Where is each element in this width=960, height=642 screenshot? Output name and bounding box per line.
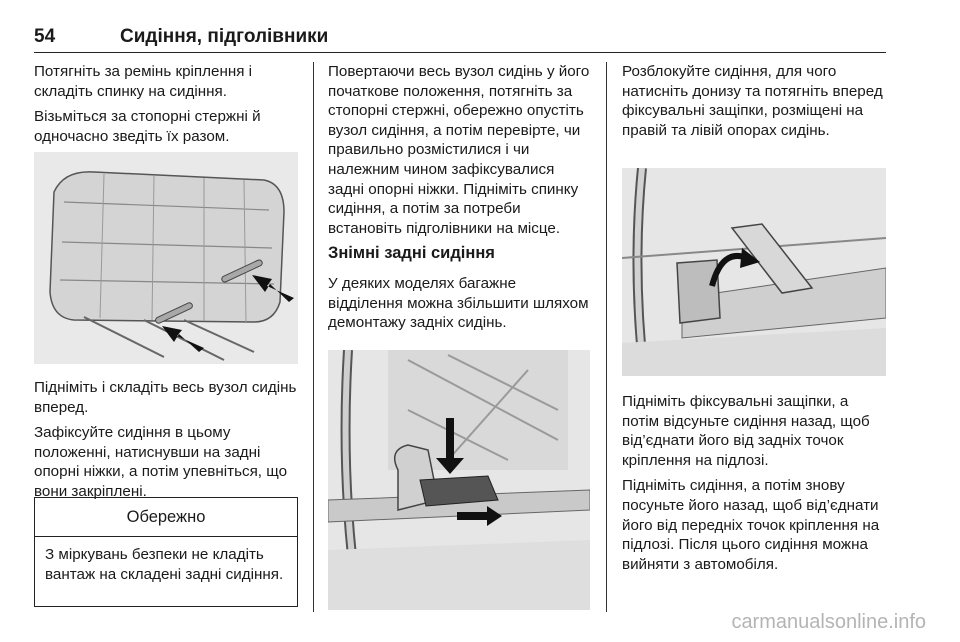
column-left-lower — [34, 378, 298, 508]
column-divider — [606, 62, 607, 612]
warning-text: З міркувань безпеки не кладіть вантаж на складені задні сидіння. — [45, 546, 284, 583]
paragraph: Підніміть фіксувальні защіпки, а потім відсуньте сидіння назад, щоб від’єднати його від задніх точок кріплення на підлозі. — [622, 393, 870, 469]
paragraph: Зафіксуйте сидіння в цьому положенні, натиснувши на задні опорні ніжки, а потім упевніться, що вони закріплені. — [34, 424, 288, 500]
paragraph: Візьміться за стопорні стержні й одночасно зведіть їх разом. — [34, 108, 261, 145]
column-left — [34, 62, 298, 152]
warning-box — [34, 497, 298, 607]
column-divider — [313, 62, 314, 612]
paragraph: У деяких моделях багажне відділення можна збільшити шляхом демонтажу задніх сидінь. — [328, 274, 589, 332]
section-heading: Знімні задні сидіння — [328, 244, 495, 263]
figure-seat-latch-press — [328, 350, 590, 610]
watermark: carmanualsonline.info — [731, 611, 926, 633]
paragraph: Розблокуйте сидіння, для чого натисніть донизу та потягніть вперед фіксувальні защіпки, розміщені на правій та лівій опорах сидінь. — [622, 63, 883, 139]
page-title: Сидіння, підголівники — [120, 26, 329, 47]
paragraph: Підніміть і складіть весь вузол сидінь вперед. — [34, 379, 297, 416]
paragraph: Повертаючи весь вузол сидінь у його початкове положення, потягніть за стопорні стержні, обережно опустіть вузол сидіння, а потім перевірте, чи правильно розмістилися і чи належним чином зафіксувалися задні опорні ніжки. Підніміть спинку сидіння, а потім за потреби встановіть підголівники на місце. — [328, 63, 590, 237]
column-right-lower — [622, 392, 888, 580]
warning-title: Обережно — [35, 498, 297, 537]
page-number: 54 — [34, 26, 56, 47]
column-right — [622, 62, 888, 146]
page-header — [34, 22, 886, 53]
paragraph: Потягніть за ремінь кріплення і складіть спинку на сидіння. — [34, 63, 253, 100]
paragraph: Підніміть сидіння, а потім знову посуньте його назад, щоб від’єднати його від передніх точок кріплення на підлозі. Після цього сидіння можна вийняти з автомобіля. — [622, 477, 880, 573]
figure-folded-seats — [34, 152, 298, 364]
column-middle — [328, 62, 590, 339]
figure-seat-latch-lift — [622, 168, 886, 376]
